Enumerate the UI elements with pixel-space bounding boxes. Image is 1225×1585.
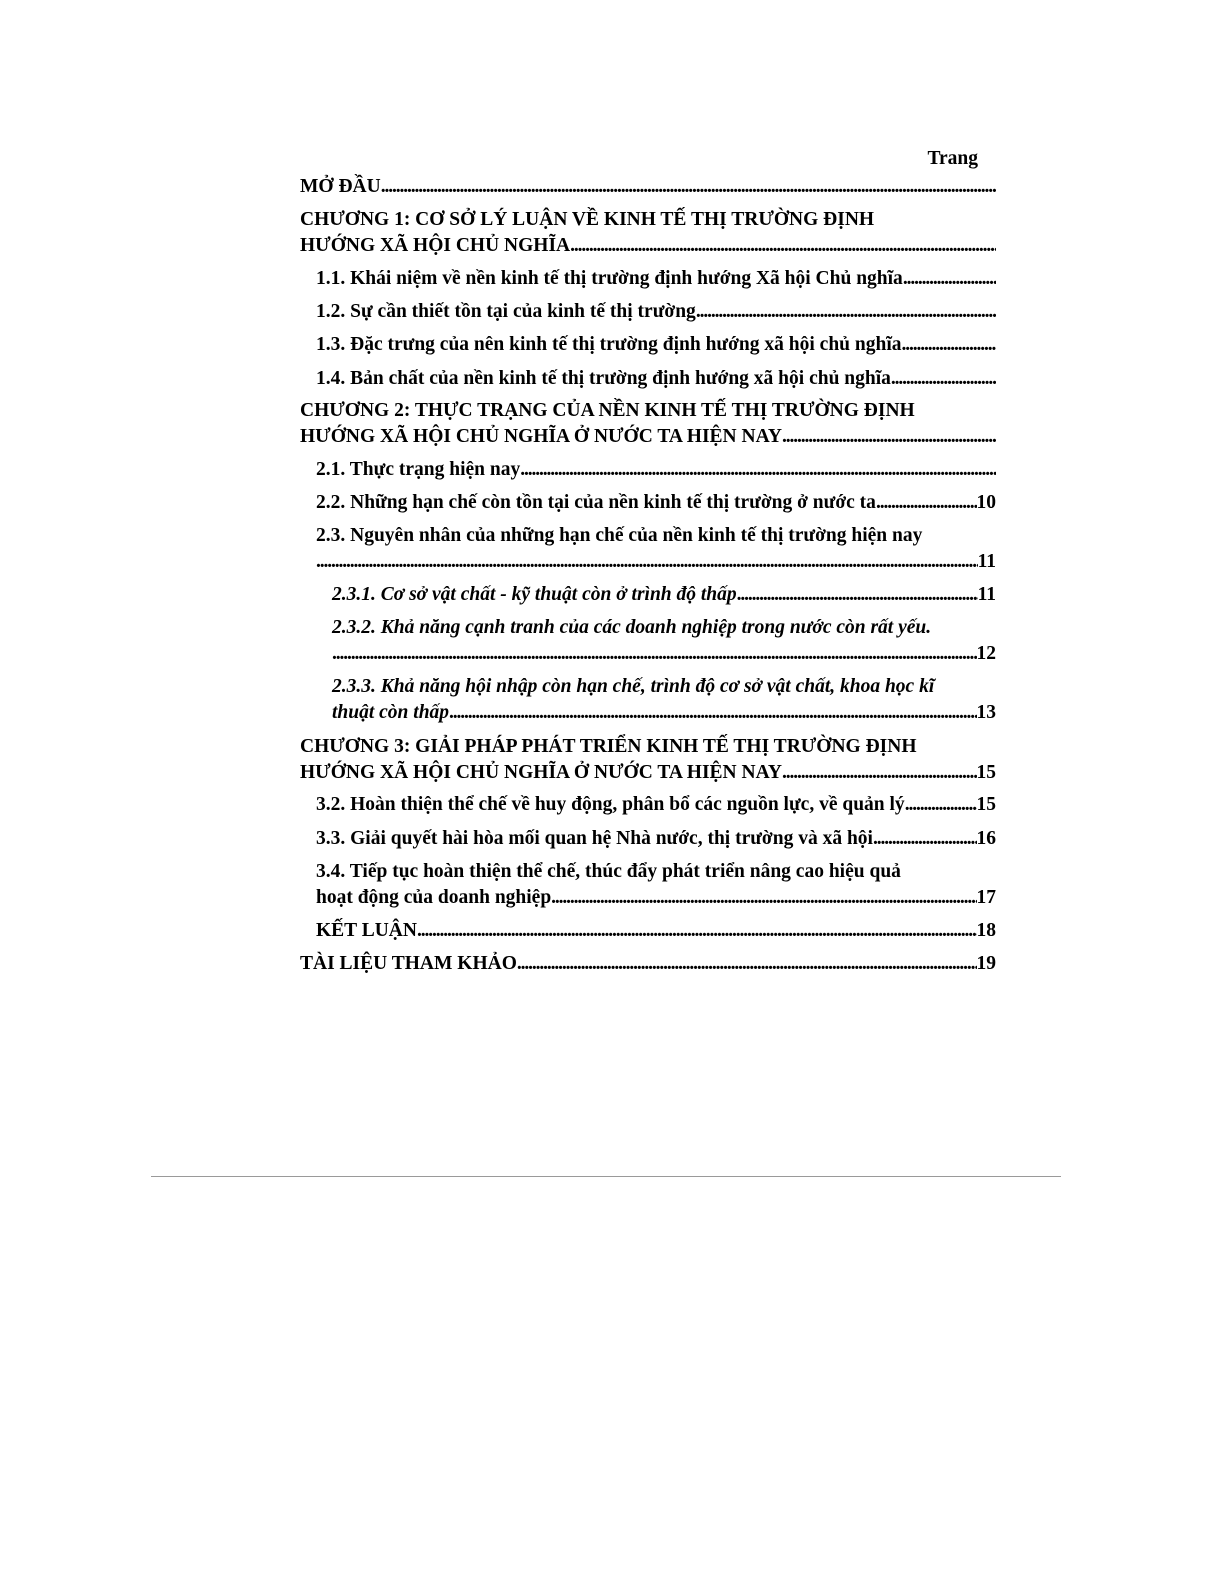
toc-entry-line xyxy=(300,398,996,424)
toc-dot-leader xyxy=(905,792,977,818)
toc-entry-text: 3.2. Hoàn thiện thể chế về huy động, phân bổ các nguồn lực, về quản lý xyxy=(316,794,905,815)
toc-dot-leader xyxy=(332,641,977,667)
toc-entry-line xyxy=(316,366,996,392)
toc-entry-line xyxy=(300,233,996,259)
toc-dot-leader xyxy=(551,885,976,911)
toc-dot-leader xyxy=(903,266,996,292)
toc-dot-leader xyxy=(782,760,977,786)
toc-entry-line xyxy=(316,826,996,852)
toc-entry-line xyxy=(316,549,996,575)
toc-page-number: 17 xyxy=(976,887,996,908)
toc-entry[interactable] xyxy=(316,523,996,575)
toc-page-number: 10 xyxy=(976,492,996,513)
toc-entry-text: 3.3. Giải quyết hài hòa mối quan hệ Nhà nước, thị trường và xã hội xyxy=(316,828,873,849)
toc-entry-line xyxy=(316,266,996,292)
toc-entry-line xyxy=(300,951,996,977)
toc-dot-leader xyxy=(696,299,996,325)
toc-entry[interactable] xyxy=(300,207,996,259)
toc-entry-text: 1.2. Sự cần thiết tồn tại của kinh tế thị trường xyxy=(316,301,696,322)
toc-entry[interactable] xyxy=(316,266,996,292)
toc-entry-text: 2.2. Những hạn chế còn tồn tại của nền kinh tế thị trường ở nước ta xyxy=(316,492,876,513)
toc-entry-line xyxy=(316,490,996,516)
toc-entry[interactable] xyxy=(316,826,996,852)
toc-entry-text: CHƯƠNG 1: CƠ SỞ LÝ LUẬN VỀ KINH TẾ THỊ TRƯỜNG ĐỊNH xyxy=(300,209,875,230)
toc-entry-line xyxy=(316,859,996,885)
toc-page-number: 12 xyxy=(976,643,996,664)
toc-page-number: 11 xyxy=(977,551,996,572)
toc-entry[interactable] xyxy=(316,490,996,516)
toc-entry-text: HƯỚNG XÃ HỘI CHỦ NGHĨA Ở NƯỚC TA HIỆN NAY xyxy=(300,426,782,447)
toc-page-number: 15 xyxy=(976,762,996,783)
toc-entry-text: MỞ ĐẦU xyxy=(300,176,381,197)
toc-entry-text: 2.3. Nguyên nhân của những hạn chế của nền kinh tế thị trường hiện nay xyxy=(316,525,923,546)
toc-entry-text: TÀI LIỆU THAM KHẢO xyxy=(300,953,517,974)
toc-entry-text: 1.4. Bản chất của nền kinh tế thị trường định hướng xã hội chủ nghĩa xyxy=(316,368,891,389)
toc-entry[interactable] xyxy=(332,615,996,667)
toc-page-number: 11 xyxy=(977,584,996,605)
toc-entry-text: 2.3.1. Cơ sở vật chất - kỹ thuật còn ở trình độ thấp xyxy=(332,584,737,605)
toc-entry-text: 2.1. Thực trạng hiện nay xyxy=(316,459,521,480)
toc-entry[interactable] xyxy=(300,734,996,786)
toc-entry-text: KẾT LUẬN xyxy=(316,920,417,941)
toc-entry-line xyxy=(332,615,996,641)
toc-entry-line xyxy=(332,700,996,726)
toc-dot-leader xyxy=(570,233,996,259)
toc-dot-leader xyxy=(876,490,977,516)
toc-dot-leader xyxy=(891,366,996,392)
toc-entry-text: hoạt động của doanh nghiệp xyxy=(316,887,552,908)
toc-entry-text: 2.3.3. Khả năng hội nhập còn hạn chế, trình độ cơ sở vật chất, khoa học kĩ xyxy=(332,676,935,697)
toc-entry[interactable] xyxy=(300,174,996,200)
toc-dot-leader xyxy=(737,582,978,608)
toc-entry-line xyxy=(300,760,996,786)
toc-entry-line xyxy=(332,641,996,667)
toc-dot-leader xyxy=(782,424,996,450)
toc-dot-leader xyxy=(520,457,996,483)
toc-entry[interactable] xyxy=(300,398,996,450)
toc-dot-leader xyxy=(449,700,976,726)
toc-entry[interactable] xyxy=(316,918,996,944)
toc-entry[interactable] xyxy=(332,674,996,726)
toc-entry[interactable] xyxy=(316,457,996,483)
toc-entry-line xyxy=(300,174,996,200)
toc-entry-line xyxy=(300,207,996,233)
toc-page-number: 16 xyxy=(976,828,996,849)
toc-entry[interactable] xyxy=(316,299,996,325)
toc-entry[interactable] xyxy=(316,332,996,358)
toc-dot-leader xyxy=(316,549,978,575)
toc-dot-leader xyxy=(417,918,977,944)
toc-entry-text: CHƯƠNG 3: GIẢI PHÁP PHÁT TRIỂN KINH TẾ THỊ TRƯỜNG ĐỊNH xyxy=(300,736,917,757)
toc-dot-leader xyxy=(381,174,996,200)
toc-entry[interactable] xyxy=(316,792,996,818)
toc-dot-leader xyxy=(873,826,977,852)
toc-entry[interactable] xyxy=(300,951,996,977)
page-column-header: Trang xyxy=(927,148,978,169)
toc-entry-line xyxy=(300,734,996,760)
toc-entry-text: HƯỚNG XÃ HỘI CHỦ NGHĨA Ở NƯỚC TA HIỆN NAY xyxy=(300,762,782,783)
toc-entry-text: 1.3. Đặc trưng của nên kinh tế thị trường định hướng xã hội chủ nghĩa xyxy=(316,334,902,355)
toc-dot-leader xyxy=(517,951,977,977)
toc-dot-leader xyxy=(902,332,997,358)
toc-entry-line xyxy=(316,523,996,549)
toc-entry-text: HƯỚNG XÃ HỘI CHỦ NGHĨA xyxy=(300,235,571,256)
toc-entry-line xyxy=(316,792,996,818)
toc-entry-text: 2.3.2. Khả năng cạnh tranh của các doanh nghiệp trong nước còn rất yếu. xyxy=(332,617,932,638)
toc-entry[interactable] xyxy=(316,366,996,392)
toc-entry-line xyxy=(316,918,996,944)
toc-entry[interactable] xyxy=(316,859,996,911)
toc-entry-line xyxy=(316,299,996,325)
toc-entry-text: thuật còn thấp xyxy=(332,702,450,723)
page-divider xyxy=(151,1176,1061,1177)
toc-page-number: 19 xyxy=(976,953,996,974)
toc-page-number: 13 xyxy=(976,702,996,723)
toc-entry-text: CHƯƠNG 2: THỰC TRẠNG CỦA NỀN KINH TẾ THỊ TRƯỜNG ĐỊNH xyxy=(300,400,915,421)
toc-entry-line xyxy=(300,424,996,450)
toc-page-number: 15 xyxy=(976,794,996,815)
toc-entry-line xyxy=(316,885,996,911)
toc-entry-text: 1.1. Khái niệm về nền kinh tế thị trường định hướng Xã hội Chủ nghĩa xyxy=(316,268,903,289)
toc-entry-text: 3.4. Tiếp tục hoàn thiện thể chế, thúc đẩy phát triển nâng cao hiệu quả xyxy=(316,861,901,882)
toc-entry[interactable] xyxy=(332,582,996,608)
toc-entry-line xyxy=(316,332,996,358)
toc-entry-line xyxy=(316,457,996,483)
toc-page-number: 18 xyxy=(976,920,996,941)
toc-entry-line xyxy=(332,674,996,700)
toc-entry-line xyxy=(332,582,996,608)
